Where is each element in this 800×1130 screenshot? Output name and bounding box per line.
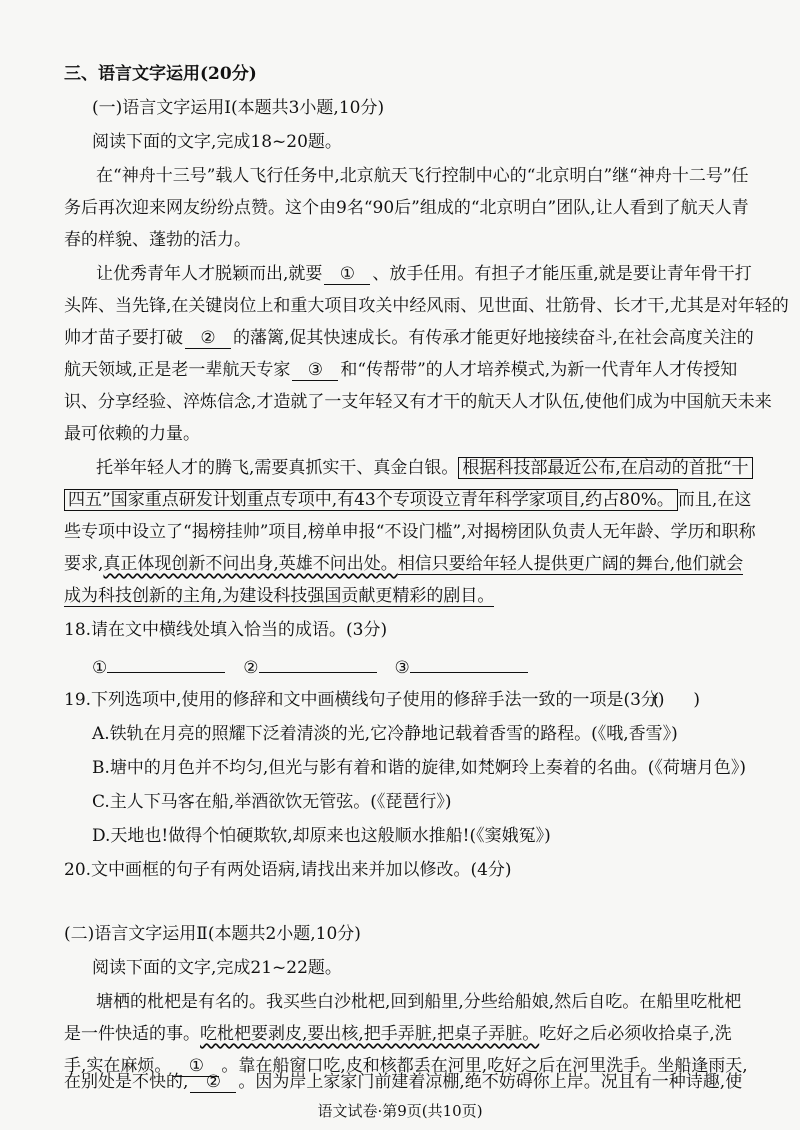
section-title: 三、语言文字运用(20分): [64, 64, 257, 84]
blank-2: ②: [185, 328, 231, 349]
boxed-sentence-part1: 根据科技部最近公布,在启动的首批“十: [458, 457, 752, 479]
text-run: 、放手任用。有担子才能压重,就是要让青年骨干打: [372, 264, 752, 284]
passage2-line: [96, 262, 760, 286]
passage2-line: [64, 326, 760, 350]
text-run: 。靠在船窗口吃,皮和核都丢在河里,吃好之后在河里洗手。坐船逢雨天,: [221, 1056, 748, 1076]
text-run: 吃好之后必须收拾桌子,洗: [539, 1024, 732, 1044]
passage2-line: 最可依赖的力量。: [64, 424, 200, 444]
option-c: C.主人下马客在船,举酒欲饮无管弦。(《琵琶行》): [92, 792, 452, 812]
answer-parentheses[interactable]: ( ): [652, 690, 700, 710]
passage4-line: [64, 1070, 760, 1094]
text-run: 。因为岸上家家门前建着凉棚,绝不妨碍你上岸。况且有一种诗趣,使: [238, 1072, 743, 1092]
passage4-line: 塘栖的枇杷是有名的。我买些白沙枇杷,回到船里,分些给船娘,然后自吃。在船里吃枇杷: [96, 992, 742, 1012]
passage3-line: [96, 456, 760, 480]
text-run: 帅才苗子要打破: [64, 328, 183, 348]
question-20: 20.文中画框的句子有两处语病,请找出来并加以修改。(4分): [64, 860, 512, 880]
boxed-sentence-part2: 四五”国家重点研发计划重点专项中,有43个专项设立青年科学家项目,约占80%。: [64, 489, 678, 511]
text-run: 的藩篱,促其快速成长。有传承才能更好地接续奋斗,在社会高度关注的: [233, 328, 754, 348]
text-run: 手,实在麻烦。: [64, 1056, 172, 1076]
passage4-line: [64, 1022, 760, 1046]
answer-blank-3[interactable]: [410, 652, 528, 673]
passage3-line: [64, 584, 760, 608]
text-run: 和“传帮带”的人才培养模式,为新一代青年人才传授知: [340, 360, 738, 380]
passage2-line: [64, 358, 760, 382]
text-run: 要求,: [64, 554, 104, 574]
option-d: D.天地也!做得个怕硬欺软,却原来也这般顺水推船!(《窦娥冤》): [92, 826, 551, 846]
text-run: 是一件快适的事。: [64, 1024, 200, 1044]
answer-blank-1[interactable]: [107, 652, 225, 673]
part2-heading: (二)语言文字运用Ⅱ(本题共2小题,10分): [64, 924, 361, 944]
passage2-line: 识、分享经验、淬炼信念,才造就了一支年轻又有才干的航天人才队伍,使他们成为中国航天未来: [64, 392, 772, 412]
underlined-sentence: 成为科技创新的主角,为建设科技强国贡献更精彩的剧目。: [64, 586, 495, 606]
question-19: [64, 688, 760, 712]
blank-1: ①: [324, 264, 370, 285]
blank-3: ③: [292, 360, 338, 381]
part1-instruction: 阅读下面的文字,完成18~20题。: [92, 132, 342, 152]
passage3-line: [64, 488, 760, 512]
passage3-line: [64, 552, 760, 576]
wavy-underlined-text: 真正体现创新不问出身,英雄不问出处。: [103, 554, 398, 574]
answer-marker: ①: [92, 658, 108, 678]
passage1-line: 在“神舟十三号”载人飞行任务中,北京航天飞行控制中心的“北京明白”继“神舟十二号”任: [96, 166, 749, 186]
text-run: 托举年轻人才的腾飞,需要真抓实干、真金白银。: [96, 458, 459, 478]
passage1-line: 务后再次迎来网友纷纷点赞。这个由9名“90后”组成的“北京明白”团队,让人看到了航天人青: [64, 198, 749, 218]
q18-answer-row: [92, 652, 760, 680]
answer-marker: ②: [243, 658, 259, 678]
passage1-line: 春的样貌、蓬勃的活力。: [64, 230, 251, 250]
answer-blank-2[interactable]: [259, 652, 377, 673]
text-run: 让优秀青年人才脱颖而出,就要: [96, 264, 323, 284]
part1-heading: (一)语言文字运用Ⅰ(本题共3小题,10分): [92, 98, 385, 118]
text-run: 在别处是不快的,: [64, 1072, 189, 1092]
passage3-line: 些专项中设立了“揭榜挂帅”项目,榜单申报“不设门槛”,对揭榜团队负责人无年龄、学历和职称: [64, 522, 756, 542]
question-18: 18.请在文中横线处填入恰当的成语。(3分): [64, 620, 388, 640]
passage2-line: 头阵、当先锋,在关键岗位上和重大项目攻关中经风雨、见世面、壮筋骨、长才干,尤其是对年轻的: [64, 296, 789, 316]
blank-1: ①: [173, 1056, 219, 1077]
part2-instruction: 阅读下面的文字,完成21~22题。: [92, 958, 342, 978]
underlined-sentence: 相信只要给年轻人提供更广阔的舞台,他们就会: [397, 554, 744, 574]
page-footer: 语文试卷·第9页(共10页): [317, 1102, 483, 1120]
option-b: B.塘中的月色并不均匀,但光与影有着和谐的旋律,如梵婀玲上奏着的名曲。(《荷塘月色》): [92, 758, 746, 778]
question-text: 19.下列选项中,使用的修辞和文中画横线句子使用的修辞手法一致的一项是(3分): [64, 690, 665, 710]
text-run: 航天领域,正是老一辈航天专家: [64, 360, 291, 380]
answer-marker: ③: [394, 658, 410, 678]
option-a: A.铁轨在月亮的照耀下泛着清淡的光,它冷静地记载着香雪的路程。(《哦,香雪》): [92, 724, 678, 744]
blank-2: ②: [190, 1072, 236, 1093]
wavy-underlined-text: 吃枇杷要剥皮,要出核,把手弄脏,把桌子弄脏。: [200, 1024, 540, 1044]
text-run: 而且,在这: [677, 490, 752, 510]
